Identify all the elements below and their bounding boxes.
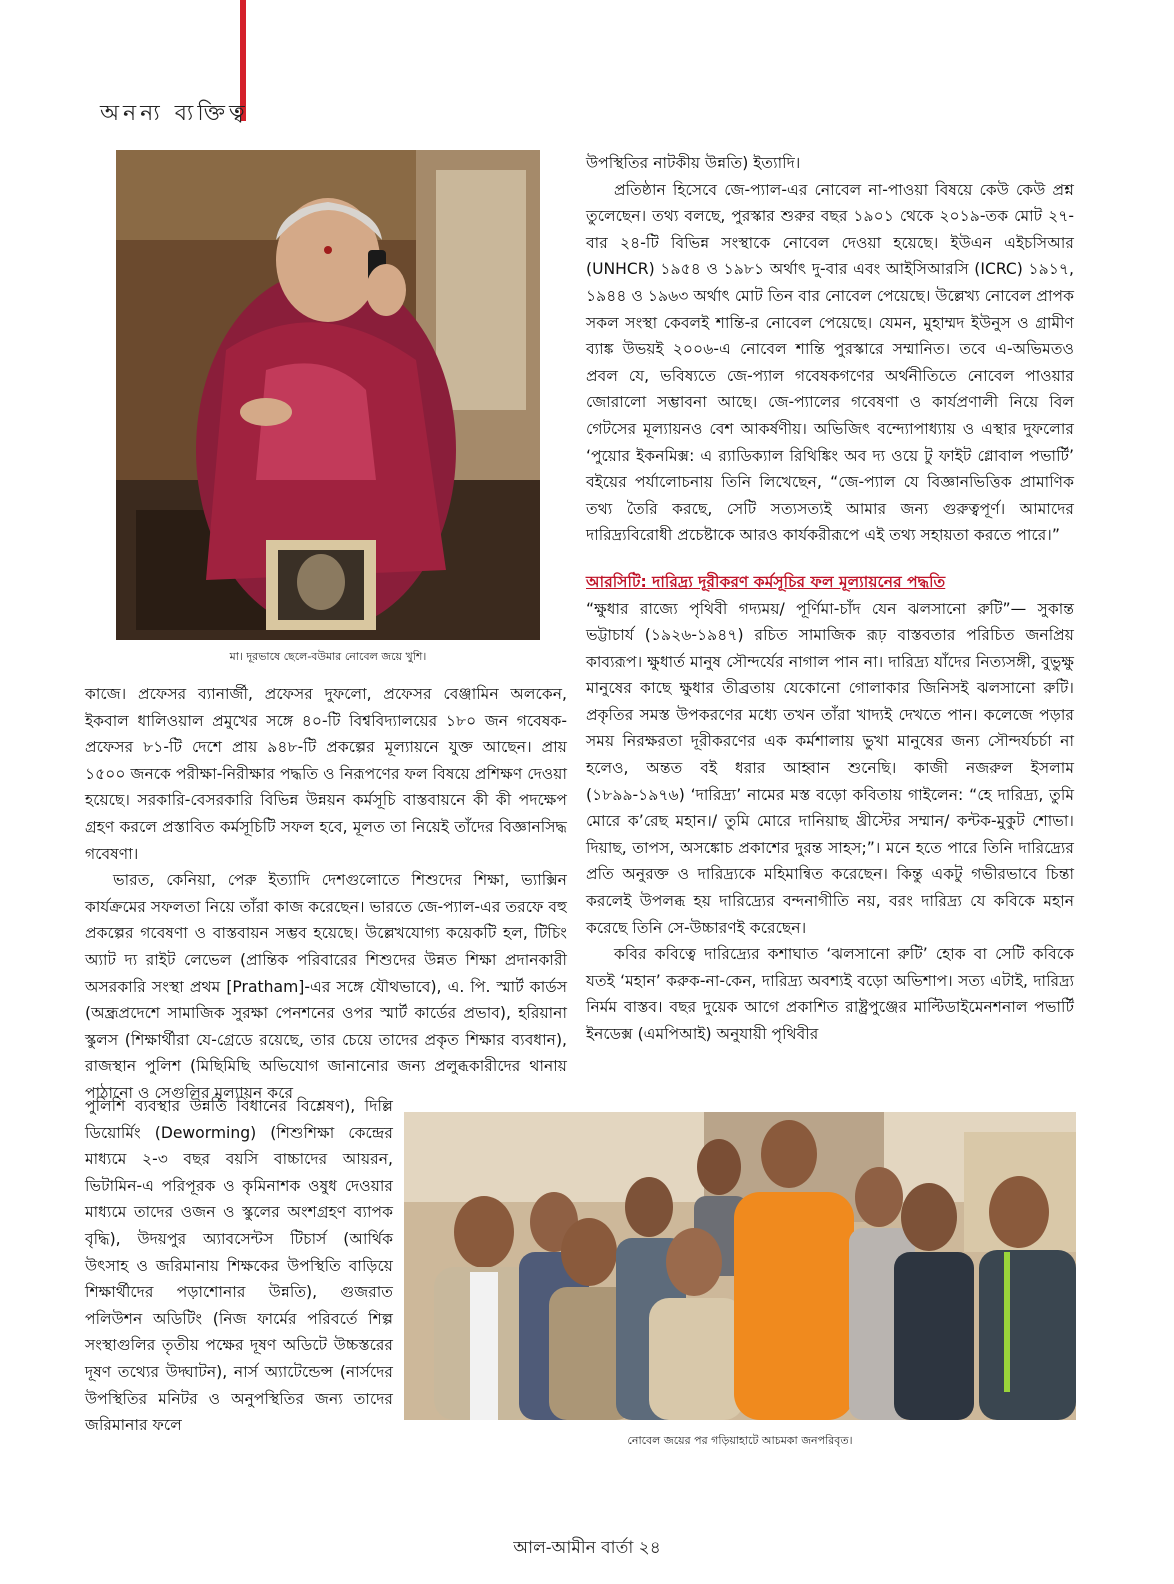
photo-mother-on-phone (116, 150, 540, 640)
section-rubric: অনন্য ব্যক্তিত্ব (100, 101, 249, 126)
right-paragraph-3: “ক্ষুধার রাজ্যে পৃথিবী গদ্যময়/ পূর্ণিমা-চাঁদ যেন ঝলসানো রুটি”— সুকান্ত ভট্টাচার্য (১৯২৬-১৯৪৭) রচিত সামাজিক রূঢ় বাস্তবতার পরিচিত জনপ্রিয় কাব্যরূপ। ক্ষুধার্ত মানুষ সৌন্দর্যের নাগাল পান না। দারিদ্র্য যাঁদের নিত্যসঙ্গী, বুভুক্ষু মানুষের কাছে ক্ষুধার তীব্রতায় যেকোনো গোলাকার জিনিসই ঝলসানো রুটি। প্রকৃতির সমস্ত উপকরণের মধ্যে তখন তাঁরা খাদ্যই দেখতে পান। কলেজে পড়ার সময় নিরক্ষরতা দূরীকরণের এক কর্মশালায় ভুখা মানুষের জন্য সৌন্দর্যচর্চা না হলেও, অন্তত বই ধরার আহ্বান শুনেছি। কাজী নজরুল ইসলাম (১৮৯৯-১৯৭৬) ‘দারিদ্র্য’ নামের মস্ত বড়ো কবিতায় গাইলেন: “হে দারিদ্র্য, তুমি মোরে ক’রেছ মহান।/ তুমি মোরে দানিয়াছ খ্রীস্টের সম্মান/ কন্টক-মুকুট শোভা। দিয়াছ, তাপস, অসঙ্কোচ প্রকাশের দুরন্ত সাহস;”। মনে হতে পারে তিনি দারিদ্র্যের প্রতি অনুরক্ত ও দারিদ্র্যকে মহিমান্বিত করেছেন। কিন্তু একটু গভীরভাবে চিন্তা করলেই উপলব্ধ হয় দারিদ্র্যের বন্দনাগীতি নয়, বরং দারিদ্র্য যে কবিকে মহান করেছে তিনি সে-উচ্চারণই করেছেন। (586, 599, 1074, 937)
left-paragraph-1: কাজে। প্রফেসর ব্যানার্জী, প্রফেসর দুফলো, প্রফেসর বেঞ্জামিন অলকেন, ইকবাল ধালিওয়াল প্রমুখের সঙ্গে ৪০-টি বিশ্ববিদ্যালয়ের ১৮০ জন গবেষক-প্রফেসর ৮১-টি দেশে প্রায় ৯৪৮-টি প্রকল্পের মূল্যায়নে যুক্ত আছেন। প্রায় ১৫০০ জনকে পরীক্ষা-নিরীক্ষার পদ্ধতি ও নিরূপণের ফল বিষয়ে প্রশিক্ষণ দেওয়া হয়েছে। সরকারি-বেসরকারি বিভিন্ন উন্নয়ন কর্মসূচি বাস্তবায়নে কী কী পদক্ষেপ গ্রহণ করলে প্রস্তাবিত কর্মসূচিটি সফল হবে, মূলত তা নিয়েই তাঁদের বিজ্ঞানসিদ্ধ গবেষণা। (85, 685, 567, 863)
page-footer: আল-আমীন বার্তা ২৪ (513, 1538, 661, 1558)
photo-mother-illustration (116, 150, 540, 640)
right-paragraph-4: কবির কবিত্বে দারিদ্র্যের কশাঘাত ‘ঝলসানো রুটি’ হোক বা সেটি কবিকে যতই ‘মহান’ করুক-না-কেন, দারিদ্র্য অবশ্যই বড়ো অভিশাপ। সত্য এটাই, দারিদ্র্য নির্মম বাস্তব। বছর দুয়েক আগে প্রকাশিত রাষ্ট্রপুঞ্জের মাল্টিডাইমেনশনাল পভার্টি ইনডেক্স (এমপিআই) অনুযায়ী পৃথিবীর (586, 945, 1074, 1043)
left-column (85, 681, 567, 1107)
right-paragraph-2: প্রতিষ্ঠান হিসেবে জে-প্যাল-এর নোবেল না-পাওয়া বিষয়ে কেউ কেউ প্রশ্ন তুলেছেন। তথ্য বলছে, পুরস্কার শুরুর বছর ১৯০১ থেকে ২০১৯-তক মোট ২৭-বার ২৪-টি বিভিন্ন সংস্থাকে নোবেল দেওয়া হয়েছে। ইউএন এইচসিআর (UNHCR) ১৯৫৪ ও ১৯৮১ অর্থাৎ দু-বার এবং আইসিআরসি (ICRC) ১৯১৭, ১৯৪৪ ও ১৯৬৩ অর্থাৎ মোট তিন বার নোবেল পেয়েছে। উল্লেখ্য নোবেল প্রাপক সকল সংস্থা কেবলই শান্তি-র নোবেল পেয়েছে। যেমন, মুহাম্মদ ইউনুস ও গ্রামীণ ব্যাঙ্ক উভয়ই ২০০৬-এ নোবেল শান্তি পুরস্কারে সম্মানিত। তবে এ-অভিমতও প্রবল যে, ভবিষ্যতে জে-প্যাল গবেষকগণের অর্থনীতিতে নোবেল পাওয়ার জোরালো সম্ভাবনা আছে। জে-প্যালের গবেষণা ও কার্যপ্রণালী নিয়ে বিল গেটসের মূল্যায়নও বেশ আকর্ষণীয়। অভিজিৎ বন্দ্যোপাধ্যায় ও এস্থার দুফলোর ‘পুয়োর ইকনমিক্স: এ র‍্যাডিক্যাল রিথিঙ্কিং অব দ্য ওয়ে টু ফাইট গ্লোবাল পভার্টি’ বইয়ের পর্যালোচনায় তিনি লিখেছেন, “জে-প্যাল যে বিজ্ঞানভিত্তিক প্রামাণিক তথ্য তৈরি করছে, সেটি সত্যসত্যই আমার জন্য গুরুত্বপূর্ণ। আমাদের দারিদ্র্যবিরোধী প্রচেষ্টাকে আরও কার্যকরীরূপে এই তথ্য সহায়তা করতে পারে।” (586, 180, 1074, 545)
right-paragraph-1: উপস্থিতির নাটকীয় উন্নতি) ইত্যাদি। (586, 154, 801, 172)
photo-caption-top: মা। দূরভাষে ছেলে-বউমার নোবেল জয়ে খুশি। (229, 650, 427, 663)
photo-group-gariahat (404, 1112, 1076, 1420)
left-paragraph-2: ভারত, কেনিয়া, পেরু ইত্যাদি দেশগুলোতে শিশুদের শিক্ষা, ভ্যাক্সিন কার্যক্রমের সফলতা নিয়ে তাঁরা কাজ করেছেন। ভারতে জে-প্যাল-এর তরফে বহু প্রকল্পের গবেষণা ও বাস্তবায়ন সম্ভব হয়েছে। উল্লেখযোগ্য কয়েকটি হল, টিচিং অ্যাট দ্য রাইট লেভেল (প্রান্তিক পরিবারের শিশুদের উন্নত শিক্ষা প্রদানকারী অসরকারি সংস্থা প্রথম [Pratham]-এর সঙ্গে যৌথভাবে), এ. পি. স্মার্ট কার্ডস (অন্ধ্রপ্রদেশে সামাজিক সুরক্ষা পেনশনের ওপর স্মার্ট কার্ডের প্রভাব), হরিয়ানা স্কুলস (শিক্ষার্থীরা যে-গ্রেডে রয়েছে, তার চেয়ে তাদের প্রকৃত শিক্ষার ব্যবধান), রাজস্থান পুলিশ (মিছিমিছি অভিযোগ জানানোর জন্য প্রলুব্ধকারীদের থানায় পাঠানো ও সেগুলির মূল্যায়ন করে (85, 871, 567, 1102)
left-column-continued (85, 1093, 393, 1439)
right-column (586, 150, 1074, 1048)
left-paragraph-3: পুলিশি ব্যবস্থার উন্নতি বিধানের বিশ্লেষণ), দিল্লি ডিয়োর্মিং (Deworming) (শিশুশিক্ষা কেন্দ্রের মাধ্যমে ২-৩ বছর বয়সি বাচ্চাদের আয়রন, ভিটামিন-এ পরিপূরক ও কৃমিনাশক ওষুধ দেওয়ার মাধ্যমে তাদের ওজন ও স্কুলের অংশগ্রহণ ব্যাপক বৃদ্ধি), উদয়পুর অ্যাবসেন্টস টিচার্স (আর্থিক উৎসাহ ও জরিমানায় শিক্ষকের উপস্থিতি বাড়িয়ে শিক্ষার্থীদের পড়াশোনার উন্নতি), গুজরাত পলিউশন অডিটিং (নিজ ফার্মের পরিবর্তে শিল্প সংস্থাগুলির তৃতীয় পক্ষের দূষণ অডিটে উচ্চস্তরের দূষণ তথ্যের উদ্ঘাটন), নার্স অ্যাটেন্ডেন্স (নার্সদের উপস্থিতির মনিটর ও অনুপস্থিতির জন্য তাদের জরিমানার ফলে (85, 1097, 393, 1435)
photo-caption-bottom: নোবেল জয়ের পর গড়িয়াহাটে আচমকা জনপরিবৃত। (627, 1434, 853, 1447)
section-heading-rct: আরসিটি: দারিদ্র্য দূরীকরণ কর্মসূচির ফল মূল্যায়নের পদ্ধতি (586, 572, 946, 591)
photo-group-illustration (404, 1112, 1076, 1420)
